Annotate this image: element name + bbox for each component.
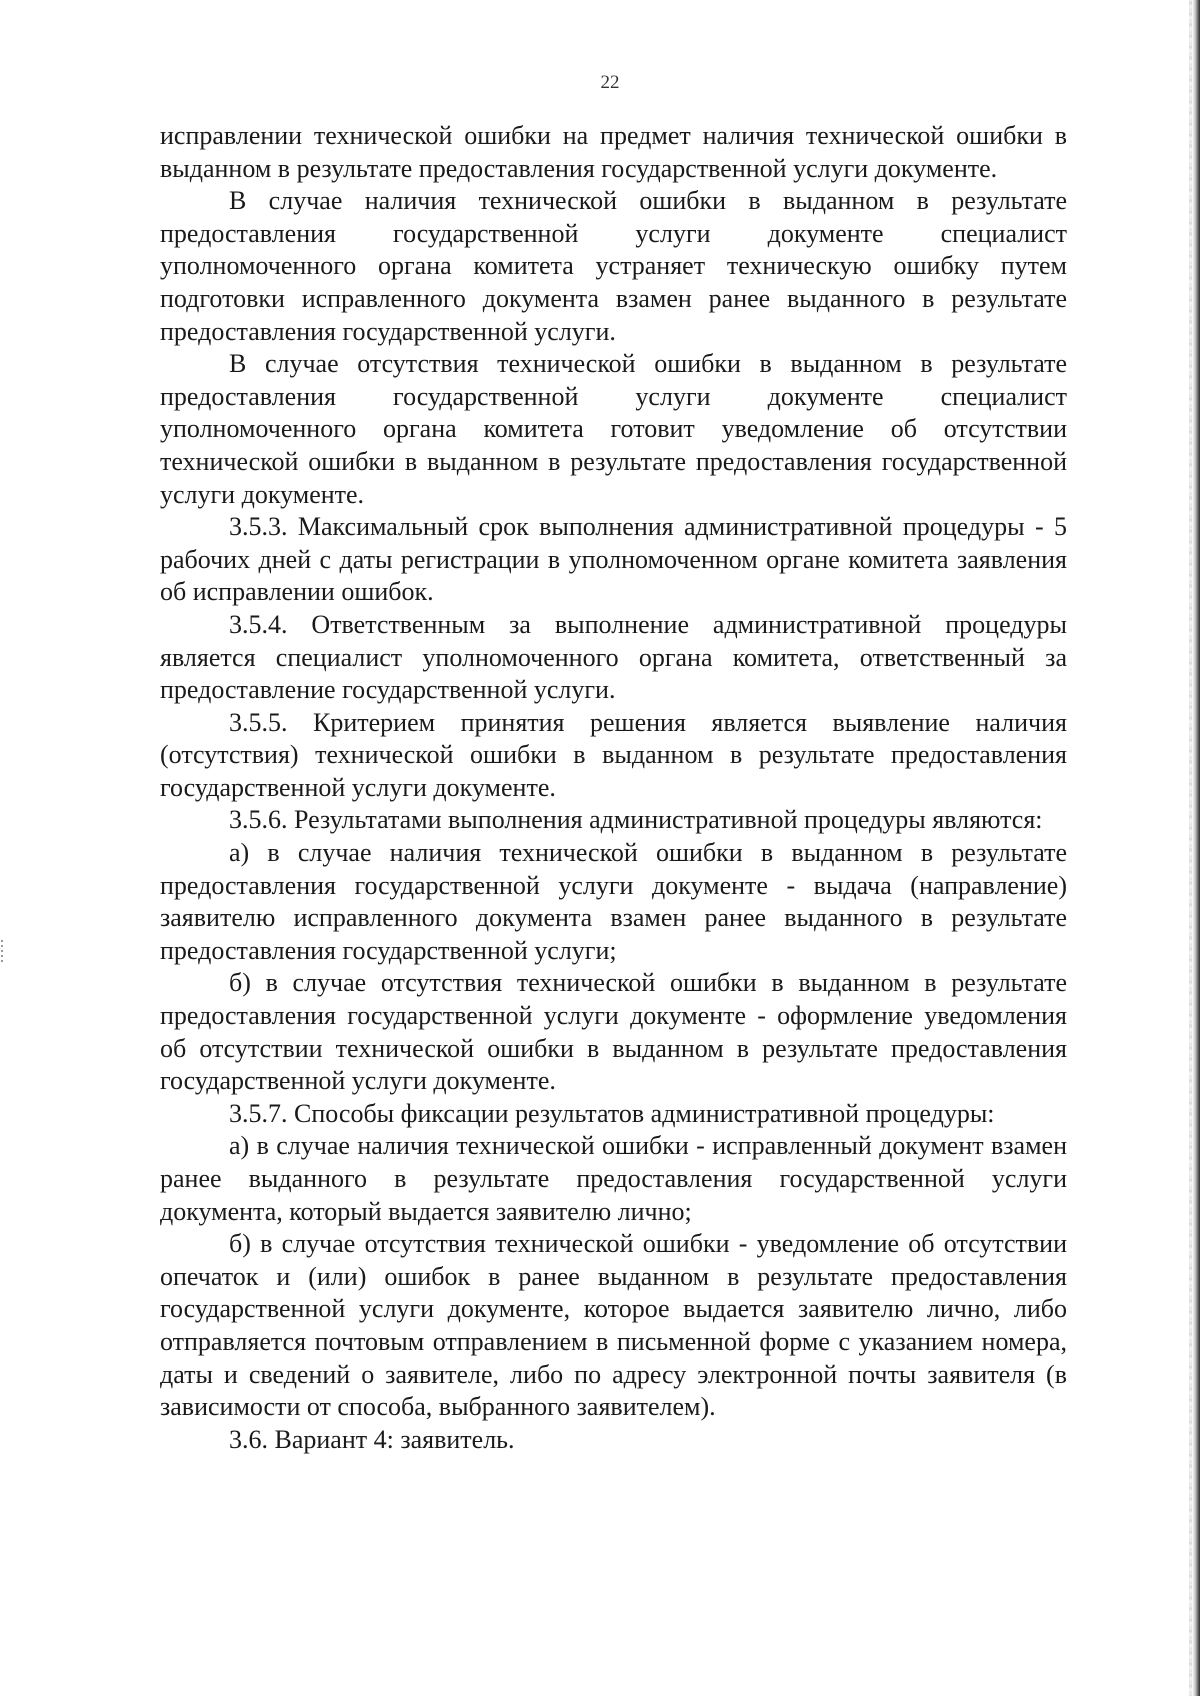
page-number: 22 [600,72,620,93]
paragraph-3-5-7-a: а) в случае наличия технической ошибки - исправленный документ взамен ранее выданного в результате предоставления государственной услуги документа, который выдается заявителю лично; [160,1131,1067,1226]
paragraph-3-5-5: 3.5.5. Критерием принятия решения является выявление наличия (отсутствия) технической ошибки в выданном в результате предоставления государственной услуги документе. [160,707,1067,802]
paragraph-3-5-7-b: б) в случае отсутствия технической ошибки - уведомление об отсутствии опечаток и (или) ошибок в ранее выданном в результате предоставления государственной услуги документе, которое выдается заявителю лично, либо отправляется почтовым отправлением в письменной форме с указанием номера, даты и сведений о заявителе, либо по адресу электронной почты заявителя (в зависимости от способа, выбранного заявителем). [160,1229,1067,1422]
paragraph-3-5-3: 3.5.3. Максимальный срок выполнения административной процедуры - 5 рабочих дней с даты регистрации в уполномоченном органе комитета заявления об исправлении ошибок. [160,512,1067,607]
scan-margin-mark [1,940,3,962]
paragraph-error-absent: В случае отсутствия технической ошибки в выданном в результате предоставления государственной услуги документе специалист уполномоченного органа комитета готовит уведомление об отсутствии технической ошибки в выданном в результате предоставления государственной услуги документе. [160,349,1067,509]
paragraph-3-5-4: 3.5.4. Ответственным за выполнение административной процедуры является специалист уполномоченного органа комитета, ответственный за предоставление государственной услуги. [160,609,1067,705]
paragraph-3-5-6: 3.5.6. Результатами выполнения административной процедуры являются: [229,805,1043,835]
paragraph-3-6: 3.6. Вариант 4: заявитель. [229,1424,515,1454]
paragraph-continuation: исправлении технической ошибки на предмет наличия технической ошибки в выданном в результате предоставления государственной услуги документе. [160,121,1067,183]
paragraph-3-5-6-a: а) в случае наличия технической ошибки в выданном в результате предоставления государственной услуги документе - выдача (направление) заявителю исправленного документа взамен ранее выданного в результате предоставления государственной услуги; [160,838,1067,965]
paragraph-error-present: В случае наличия технической ошибки в выданном в результате предоставления государственной услуги документе специалист уполномоченного органа комитета устраняет техническую ошибку путем подготовки исправленного документа взамен ранее выданного в результате предоставления государственной услуги. [160,186,1067,346]
document-body [160,120,1067,1456]
paragraph-3-5-7: 3.5.7. Способы фиксации результатов административной процедуры: [229,1098,995,1128]
scan-edge-shadow [1192,0,1200,1696]
paragraph-3-5-6-b: б) в случае отсутствия технической ошибки в выданном в результате предоставления государственной услуги документе - оформление уведомления об отсутствии технической ошибки в выданном в результате предоставления государственной услуги документе. [160,968,1067,1096]
